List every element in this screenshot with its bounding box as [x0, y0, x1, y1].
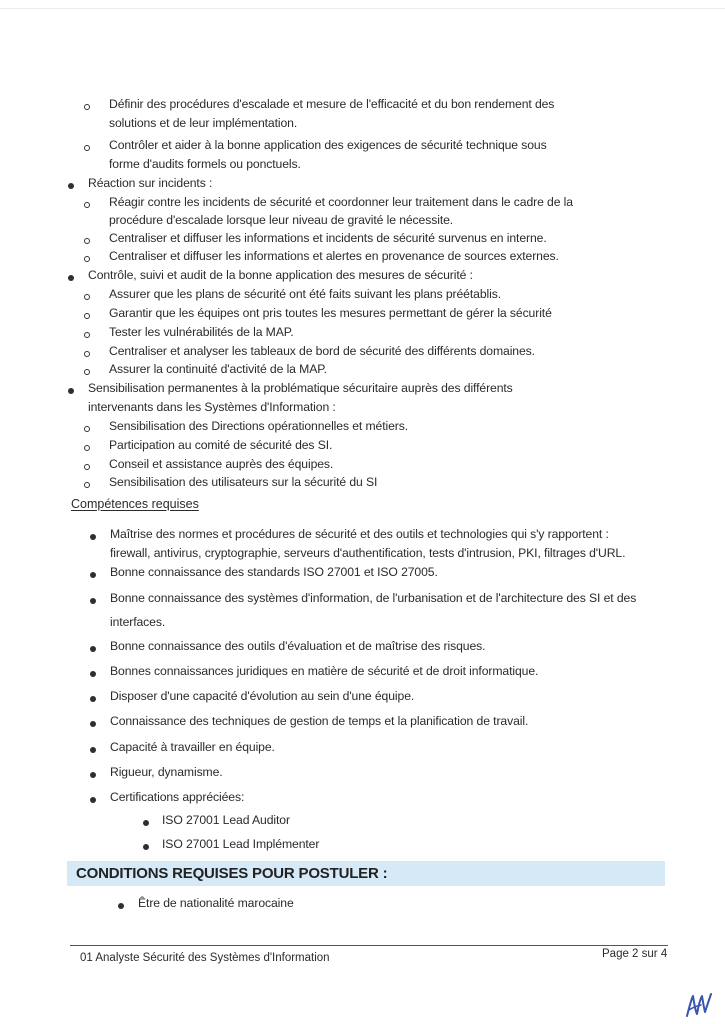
competence-item: Bonne connaissance des standards ISO 27001 et ISO 27005.: [110, 565, 438, 579]
bullet-icon: [143, 820, 149, 826]
sub-item-text: Réagir contre les incidents de sécurité et coordonner leur traitement dans le cadre de la: [109, 195, 573, 209]
sub-bullet-icon: [84, 145, 90, 151]
bullet-icon: [118, 903, 124, 909]
bullet-icon: [143, 844, 149, 850]
competence-item: Bonnes connaissances juridiques en matière de sécurité et de droit informatique.: [110, 664, 539, 678]
sub-bullet-icon: [84, 104, 90, 110]
condition-item: Être de nationalité marocaine: [138, 896, 294, 910]
sub-item-text: solutions et de leur implémentation.: [109, 116, 298, 130]
section-heading-conditions: CONDITIONS REQUISES POUR POSTULER :: [76, 865, 388, 882]
competence-item-cont: interfaces.: [110, 615, 166, 629]
sub-bullet-icon: [84, 369, 90, 375]
competence-item: Capacité à travailler en équipe.: [110, 740, 275, 754]
sub-item-text: Centraliser et diffuser les informations et incidents de sécurité survenus en interne.: [109, 231, 547, 245]
bullet-icon: [90, 747, 96, 753]
sub-bullet-icon: [84, 426, 90, 432]
competence-item-cont: firewall, antivirus, cryptographie, serveurs d'authentification, tests d'intrusion, PKI, filtrages d'URL.: [110, 546, 626, 560]
sub-item-text: Tester les vulnérabilités de la MAP.: [109, 325, 294, 339]
sub-bullet-icon: [84, 202, 90, 208]
competence-item: Bonne connaissance des systèmes d'information, de l'urbanisation et de l'architecture des SI et des: [110, 591, 637, 605]
sub-bullet-icon: [84, 445, 90, 451]
bullet-icon: [90, 772, 96, 778]
competence-item: Connaissance des techniques de gestion de temps et la planification de travail.: [110, 714, 529, 728]
sub-item-text: Conseil et assistance auprès des équipes.: [109, 457, 334, 471]
sub-bullet-icon: [84, 464, 90, 470]
sub-item-text: Assurer que les plans de sécurité ont été faits suivant les plans préétablis.: [109, 287, 502, 301]
sub-bullet-icon: [84, 238, 90, 244]
bullet-title-reaction: Réaction sur incidents :: [88, 176, 213, 190]
bullet-icon: [90, 721, 96, 727]
sub-item-text: Sensibilisation des utilisateurs sur la sécurité du SI: [109, 475, 378, 489]
bullet-icon: [90, 572, 96, 578]
sub-item-text: Sensibilisation des Directions opérationnelles et métiers.: [109, 419, 409, 433]
page-top-edge: [0, 8, 725, 9]
competence-item: Bonne connaissance des outils d'évaluation et de maîtrise des risques.: [110, 639, 486, 653]
competence-item: Certifications appréciées:: [110, 790, 245, 804]
footer-page-number: Page 2 sur 4: [602, 948, 668, 960]
sub-item-text: Centraliser et analyser les tableaux de bord de sécurité des différents domaines.: [109, 344, 535, 358]
section-heading-competences: Compétences requises: [71, 497, 199, 511]
footer-document-title: 01 Analyste Sécurité des Systèmes d'Information: [80, 952, 330, 964]
handwritten-initials-icon: [683, 990, 715, 1020]
sub-item-text: Centraliser et diffuser les informations et alertes en provenance de sources externes.: [109, 249, 559, 263]
sub-bullet-icon: [84, 256, 90, 262]
sub-item-text: procédure d'escalade lorsque leur niveau de gravité le nécessite.: [109, 213, 454, 227]
bullet-icon: [68, 275, 74, 281]
certification-item: ISO 27001 Lead Implémenter: [162, 837, 320, 851]
bullet-title-sensibilisation-cont: intervenants dans les Systèmes d'Information :: [88, 400, 336, 414]
bullet-title-sensibilisation: Sensibilisation permanentes à la problématique sécuritaire auprès des différents: [88, 381, 513, 395]
sub-item-text: Participation au comité de sécurité des SI.: [109, 438, 333, 452]
sub-bullet-icon: [84, 351, 90, 357]
bullet-title-controle: Contrôle, suivi et audit de la bonne application des mesures de sécurité :: [88, 268, 473, 282]
bullet-icon: [90, 671, 96, 677]
certification-item: ISO 27001 Lead Auditor: [162, 813, 290, 827]
bullet-icon: [68, 388, 74, 394]
sub-item-text: Définir des procédures d'escalade et mesure de l'efficacité et du bon rendement des: [109, 97, 555, 111]
sub-bullet-icon: [84, 332, 90, 338]
competence-item: Disposer d'une capacité d'évolution au sein d'une équipe.: [110, 689, 415, 703]
sub-bullet-icon: [84, 313, 90, 319]
competence-item: Maîtrise des normes et procédures de sécurité et des outils et technologies qui s'y rapportent :: [110, 527, 609, 541]
sub-bullet-icon: [84, 482, 90, 488]
bullet-icon: [68, 183, 74, 189]
bullet-icon: [90, 797, 96, 803]
sub-item-text: forme d'audits formels ou ponctuels.: [109, 157, 301, 171]
sub-item-text: Assurer la continuité d'activité de la MAP.: [109, 362, 327, 376]
competence-item: Rigueur, dynamisme.: [110, 765, 223, 779]
sub-item-text: Garantir que les équipes ont pris toutes les mesures permettant de gérer la sécurité: [109, 306, 552, 320]
footer-divider: [70, 945, 668, 946]
sub-bullet-icon: [84, 294, 90, 300]
sub-item-text: Contrôler et aider à la bonne application des exigences de sécurité technique sous: [109, 138, 547, 152]
bullet-icon: [90, 646, 96, 652]
bullet-icon: [90, 598, 96, 604]
bullet-icon: [90, 696, 96, 702]
bullet-icon: [90, 534, 96, 540]
